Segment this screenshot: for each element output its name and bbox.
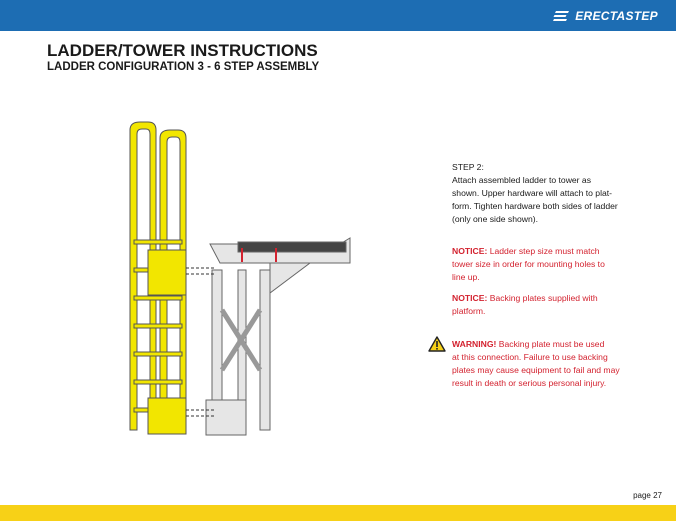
warning-backing-plate: WARNING! Backing plate must be used at this connection. Failure to use backing plates may cause equipment to fail and may result in death or serious personal injury. [452,339,620,388]
page-title: LADDER/TOWER INSTRUCTIONS [47,41,318,60]
page-subtitle: LADDER CONFIGURATION 3 - 6 STEP ASSEMBLY [47,61,320,73]
page-number: page 27 [633,491,662,500]
notice-step-size: NOTICE: Ladder step size must match tower size in order for mounting holes to line up. [452,246,605,282]
step-instructions: STEP 2: Attach assembled ladder to tower as shown. Upper hardware will attach to plat- form. Tighten hardware both sides of ladder (only one side shown). [452,162,618,224]
brand-logo: ERECTASTEP [553,9,658,23]
header-bar [0,0,676,31]
notice-backing-plates: NOTICE: Backing plates supplied with platform. [452,293,598,316]
logo-icon [553,11,569,21]
warning-icon [428,336,446,352]
ladder-tower-illustration [120,120,360,440]
footer-bar [0,505,676,521]
